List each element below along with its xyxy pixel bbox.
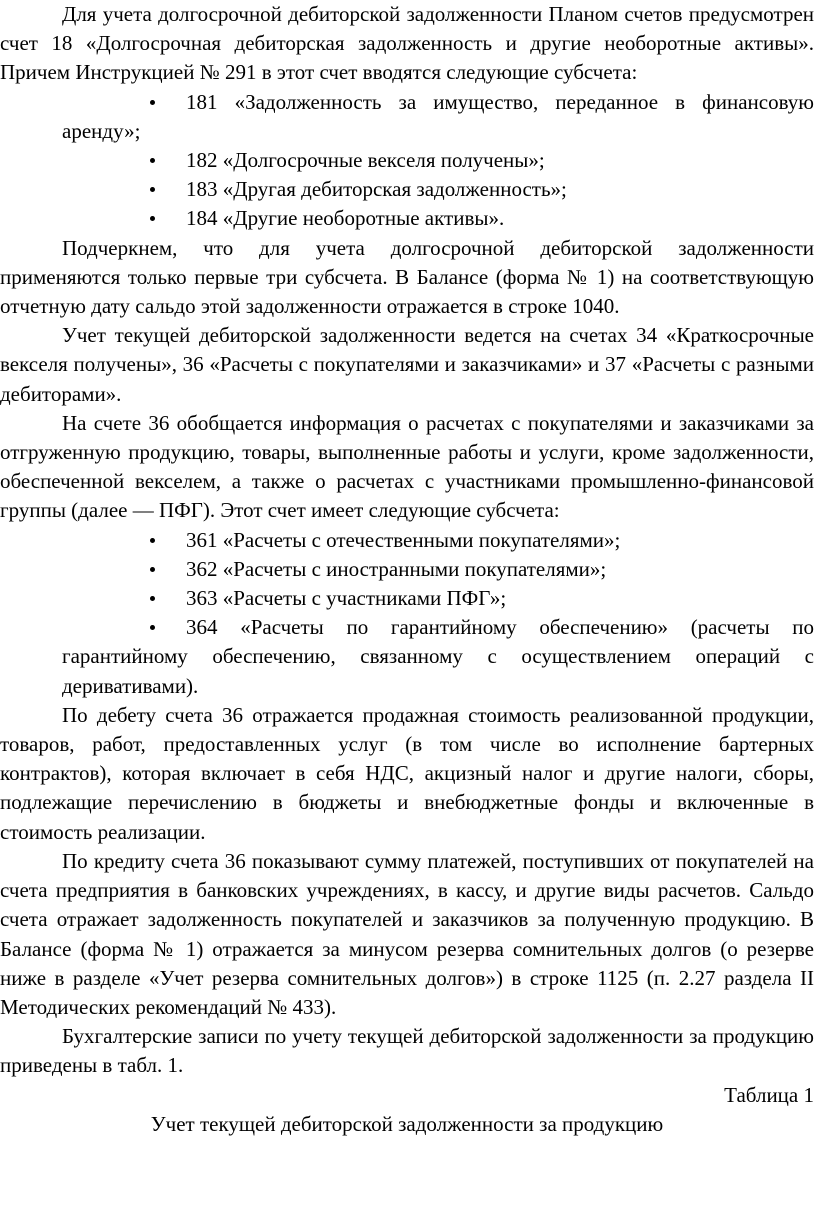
paragraph-credit-36: По кредиту счета 36 показывают сумму платежей, поступивших от покупателей на счета предприятия в банковских учреждениях, в кассу, и другие виды расчетов. Сальдо счета отражает задолженность покупателей и заказчиков за полученную продукцию. В Балансе (форма № 1) отражается за минусом резерва сомнительных долгов (о резерве ниже в разделе «Учет резерва сомнительных долгов») в строке 1125 (п. 2.27 раздела II Методических рекомендаций № 433). xyxy=(0,848,814,1019)
table-number: Таблица 1 xyxy=(724,1082,814,1107)
list-item-184: 184 «Другие необоротные активы». xyxy=(0,204,814,233)
paragraph-account-36: На счете 36 обобщается информация о расчетах с покупателями и заказчиками за отгруженную продукцию, товары, выполненные работы и услуги, кроме задолженности, обеспеченной векселем, а также о расчетах с участниками промышленно-финансовой группы (далее — ПФГ). Этот счет имеет следующие субсчета: xyxy=(0,410,814,523)
paragraph-table-reference: Бухгалтерские записи по учету текущей дебиторской задолженности за продукцию приведены в табл. 1. xyxy=(0,1024,814,1078)
paragraph-long-term-note: Подчеркнем, что для учета долгосрочной дебиторской задолженности применяются только первые три субсчета. В Балансе (форма № 1) на соответствующую отчетную дату сальдо этой задолженности отражается в строке 1040. xyxy=(0,235,814,319)
list-item-363: 363 «Расчеты с участниками ПФГ»; xyxy=(0,584,814,613)
list-item-361: 361 «Расчеты с отечественными покупателями»; xyxy=(0,526,814,555)
list-item-183: 183 «Другая дебиторская задолженность»; xyxy=(0,175,814,204)
list-item-364: 364 «Расчеты по гарантийному обеспечению» (расчеты по гарантийному обеспечению, связанному с осуществлением операций с деривативами). xyxy=(0,613,814,701)
paragraph-current-receivables: Учет текущей дебиторской задолженности ведется на счетах 34 «Краткосрочные векселя получены», 36 «Расчеты с покупателями и заказчиками» и 37 «Расчеты с разными дебиторами». xyxy=(0,323,814,406)
subaccounts-list-36 xyxy=(0,526,814,701)
list-item-181: 181 «Задолженность за имущество, переданное в финансовую аренду»; xyxy=(0,88,814,146)
paragraph-debit-36: По дебету счета 36 отражается продажная стоимость реализованной продукции, товаров, работ, предоставленных услуг (в том числе во исполнение бартерных контрактов), которая включает в себя НДС, акцизный налог и другие налоги, сборы, подлежащие перечислению в бюджеты и внебюджетные фонды и включенные в стоимость реализации. xyxy=(0,702,814,844)
subaccounts-list-18 xyxy=(0,88,814,234)
list-item-182: 182 «Долгосрочные векселя получены»; xyxy=(0,146,814,175)
paragraph-intro: Для учета долгосрочной дебиторской задолженности Планом счетов предусмотрен счет 18 «Долгосрочная дебиторская задолженность и другие необоротные активы». Причем Инструкцией № 291 в этот счет вводятся следующие субсчета: xyxy=(0,2,814,85)
list-item-362: 362 «Расчеты с иностранными покупателями»; xyxy=(0,555,814,584)
table-title: Учет текущей дебиторской задолженности за продукцию xyxy=(150,1111,664,1136)
